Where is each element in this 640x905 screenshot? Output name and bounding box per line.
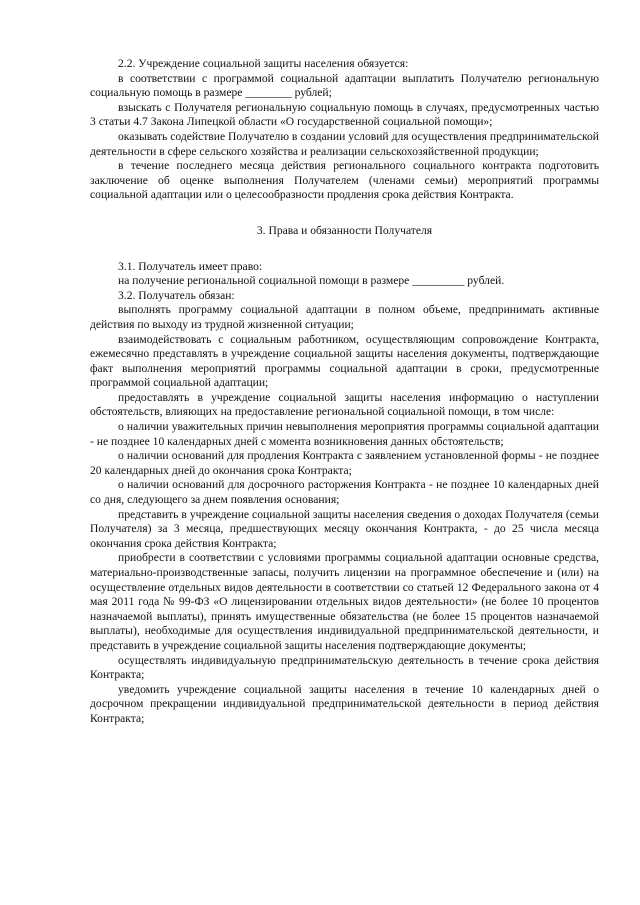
section-2-2-item-3: оказывать содействие Получателю в создании условий для осуществления предпринимательской деятельности в сфере сельского хозяйства и реализации сельскохозяйственной продукции;: [90, 129, 599, 158]
section-3-2-duty-3: предоставлять в учреждение социальной защиты населения информацию о наступлении обстоятельств, влияющих на предоставление региональной социальной помощи, в том числе:: [90, 390, 599, 419]
section-3-2-duty-5: о наличии оснований для продления Контракта с заявлением установленной формы - не позднее 20 календарных дней до окончания срока Контракта;: [90, 449, 599, 477]
section-3-heading: 3. Права и обязанности Получателя: [256, 223, 433, 237]
section-2-2-title: 2.2. Учреждение социальной защиты населения обязуется:: [118, 57, 409, 70]
section-3-2-duty-7: представить в учреждение социальной защиты населения сведения о доходах Получателя (семьи Получателя) за 3 месяца, предшествующих месяцу окончания Контракта, - до 25 числа месяца окончания срока действия Контракта;: [90, 507, 599, 550]
section-3-2-duty-4: о наличии уважительных причин невыполнения мероприятия программы социальной адаптации - не позднее 10 календарных дней с момента возникновения данных обстоятельств;: [90, 420, 599, 448]
section-3-2-duty-2: взаимодействовать с социальным работником, осуществляющим сопровождение Контракта, ежемесячно представлять в учреждение социальной защиты населения документы, подтверждающие факт выполнения мероприятий программы социальной адаптации в сроки, предусмотренные программой социальной адаптации;: [90, 332, 599, 390]
section-3-2-duty-10: уведомить учреждение социальной защиты населения в течение 10 календарных дней о досрочном прекращении индивидуальной предпринимательской деятельности в период действия Контракта;: [90, 682, 599, 725]
section-3-1-title: 3.1. Получатель имеет право:: [118, 259, 263, 273]
section-3-2-duty-9: осуществлять индивидуальную предпринимательскую деятельность в течение срока действия Контракта;: [90, 653, 599, 682]
section-3-2-duty-8: приобрести в соответствии с условиями программы социальной адаптации основные средства, материально-производственные запасы, получить лицензии на программное обеспечение и (или) на осуществление отдельных видов деятельности в соответствии со статьей 12 Федерального закона от 4 мая 2011 года № 99-ФЗ «О лицензировании отдельных видов деятельности» (не более 10 процентов назначаемой выплаты), принять имущественные обязательства (не более 15 процентов назначаемой выплаты), необходимые для осуществления индивидуальной предпринимательской деятельности, и представить в учреждение социальной защиты населения подтверждающие документы;: [90, 551, 599, 652]
section-3-2-duty-1: выполнять программу социальной адаптации в полном объеме, предпринимать активные действия по выходу из трудной жизненной ситуации;: [90, 303, 599, 331]
section-3-2-title: 3.2. Получатель обязан:: [118, 288, 235, 302]
section-3-2-duty-6: о наличии оснований для досрочного расторжения Контракта - не позднее 10 календарных дней со дня, следующего за днем появления основания;: [90, 478, 599, 507]
section-2-2-item-2: взыскать с Получателя региональную социальную помощь в случаях, предусмотренных частью 3 статьи 4.7 Закона Липецкой области «О государственной социальной помощи»;: [90, 100, 599, 129]
section-2-2-item-1: в соответствии с программой социальной адаптации выплатить Получателю региональную социальную помощь в размере ________ рублей;: [90, 71, 599, 100]
section-2-2-item-4: в течение последнего месяца действия регионального социального контракта подготовить заключение об оценке выполнения Получателем (членами семьи) мероприятий программы социальной адаптации или о целесообразности продления срока действия Контракта.: [90, 159, 599, 202]
section-3-1-item: на получение региональной социальной помощи в размере _________ рублей.: [118, 274, 505, 288]
